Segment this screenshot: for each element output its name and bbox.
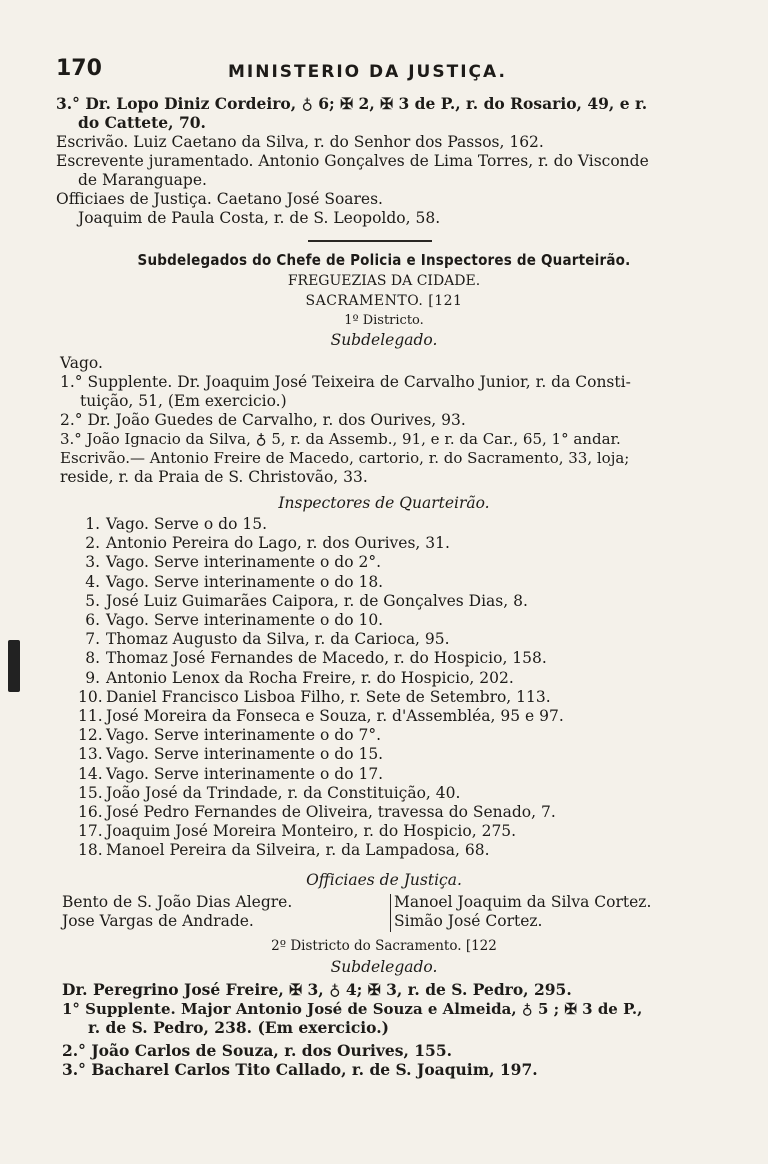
parish-heading: SACRAMENTO. [121 [305,293,463,309]
entry-line: 3.° Dr. Lopo Diniz Cordeiro, ♁ 6; ✠ 2, ✠ 3 de P., r. do Rosario, 49, e r. [56,94,648,113]
inspector-entry: Thomaz José Fernandes de Macedo, r. do Hospicio, 158. [106,649,547,667]
inspectors-heading: Inspectores de Quarteirão. [278,494,490,512]
official-left: Bento de S. João Dias Alegre. [62,893,293,911]
district2-subdelegado-heading: Subdelegado. [330,958,438,976]
district2-title: 2º Districto do Sacramento. [122 [271,938,497,954]
district1-line: tuição, 51, (Em exercicio.) [80,392,287,410]
section-title: Subdelegados do Chefe de Policia e Inspectores de Quarteirão. [137,251,631,269]
inspector-entry: Vago. Serve interinamente o do 17. [106,765,384,783]
inspector-entry: José Moreira da Fonseca e Souza, r. d'Assembléa, 95 e 97. [106,707,564,725]
inspector-entry: Thomaz Augusto da Silva, r. da Carioca, 95. [106,630,450,648]
running-title: MINISTERIO DA JUSTIÇA. [228,62,507,82]
inspector-entry: Vago. Serve interinamente o do 18. [106,573,384,591]
district2-line: 2.° João Carlos de Souza, r. dos Ourives, 155. [62,1041,453,1060]
section-subtitle: FREGUEZIAS DA CIDADE. [287,273,481,289]
official-right: Manoel Joaquim da Silva Cortez. [394,893,652,911]
inspector-number: 10. [78,688,103,706]
district2-line: Dr. Peregrino José Freire, ✠ 3, ♁ 4; ✠ 3, r. de S. Pedro, 295. [62,980,572,999]
inspector-entry: José Pedro Fernandes de Oliveira, travessa do Senado, 7. [106,803,556,821]
inspector-entry: Manoel Pereira da Silveira, r. da Lampadosa, 68. [106,841,490,859]
inspector-entry: João José da Trindade, r. da Constituição, 40. [106,784,461,802]
district-heading: 1º Districto. [344,313,424,328]
inspector-number: 3. [85,553,100,571]
inspector-entry: Vago. Serve interinamente o do 10. [106,611,384,629]
district2-line: r. de S. Pedro, 238. (Em exercicio.) [88,1018,389,1037]
inspector-entry: Joaquim José Moreira Monteiro, r. do Hospicio, 275. [106,822,517,840]
inspector-entry: Vago. Serve interinamente o do 15. [106,745,384,763]
inspector-number: 15. [78,784,103,802]
district1-line: Escrivão.— Antonio Freire de Macedo, cartorio, r. do Sacramento, 33, loja; [60,449,630,467]
entry-line: Escrivão. Luiz Caetano da Silva, r. do Senhor dos Passos, 162. [56,133,544,151]
entry-line: Joaquim de Paula Costa, r. de S. Leopoldo, 58. [78,209,441,227]
entry-line: Officiaes de Justiça. Caetano José Soares. [56,190,383,208]
official-left: Jose Vargas de Andrade. [62,912,254,930]
entry-line: do Cattete, 70. [78,113,206,132]
district1-line: reside, r. da Praia de S. Christovão, 33. [60,468,368,486]
officials-heading: Officiaes de Justiça. [306,871,462,889]
inspector-number: 14. [78,765,103,783]
district1-line: Vago. [60,354,103,372]
inspector-number: 16. [78,803,103,821]
district1-line: 3.° João Ignacio da Silva, ♁ 5, r. da Assemb., 91, e r. da Car., 65, 1° andar. [60,430,621,448]
inspector-entry: Vago. Serve interinamente o do 7°. [106,726,381,744]
inspector-entry: Vago. Serve interinamente o do 2°. [106,553,381,571]
margin-ink-mark [8,640,20,692]
district1-line: 2.° Dr. João Guedes de Carvalho, r. dos Ourives, 93. [60,411,466,429]
entry-line: de Maranguape. [78,171,207,189]
inspector-entry: Antonio Pereira do Lago, r. dos Ourives, 31. [106,534,450,552]
inspector-number: 1. [85,515,100,533]
inspector-number: 11. [78,707,103,725]
official-right: Simão José Cortez. [394,912,543,930]
inspector-entry: José Luiz Guimarães Caipora, r. de Gonçalves Dias, 8. [106,592,528,610]
inspector-number: 4. [85,573,100,591]
page-number: 170 [56,56,102,81]
inspector-number: 18. [78,841,103,859]
inspector-number: 7. [85,630,100,648]
inspector-number: 5. [85,592,100,610]
entry-line: Escrevente juramentado. Antonio Gonçalves de Lima Torres, r. do Visconde [56,152,649,170]
inspector-number: 6. [85,611,100,629]
inspector-number: 8. [85,649,100,667]
subdelegado-heading: Subdelegado. [330,331,438,349]
inspector-number: 13. [78,745,103,763]
inspector-number: 2. [85,534,100,552]
inspector-entry: Antonio Lenox da Rocha Freire, r. do Hospicio, 202. [106,669,514,687]
column-separator [390,894,391,932]
inspector-entry: Vago. Serve o do 15. [106,515,267,533]
district2-line: 1° Supplente. Major Antonio José de Souza e Almeida, ♁ 5 ; ✠ 3 de P., [62,1000,643,1018]
district2-line: 3.° Bacharel Carlos Tito Callado, r. de S. Joaquim, 197. [62,1060,538,1079]
section-divider [308,240,432,242]
district1-line: 1.° Supplente. Dr. Joaquim José Teixeira de Carvalho Junior, r. da Consti- [60,373,631,391]
inspector-number: 12. [78,726,103,744]
inspector-number: 17. [78,822,103,840]
inspector-entry: Daniel Francisco Lisboa Filho, r. Sete de Setembro, 113. [106,688,551,706]
inspector-number: 9. [85,669,100,687]
